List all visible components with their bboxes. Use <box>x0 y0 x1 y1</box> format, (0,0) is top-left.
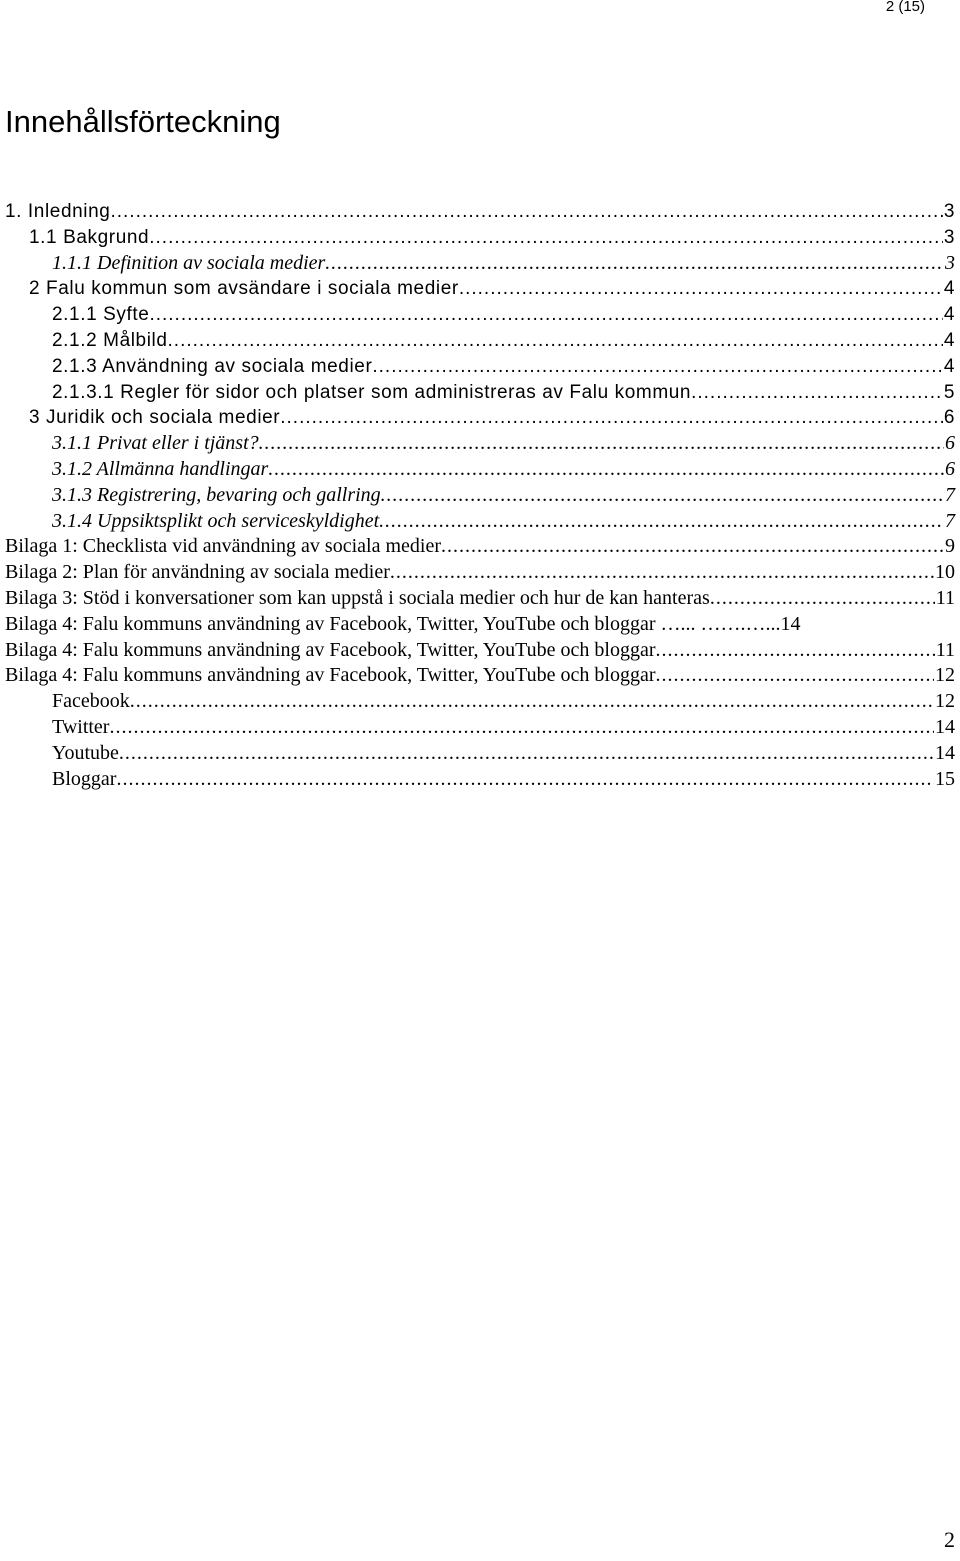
toc-entry[interactable] <box>5 405 955 431</box>
toc-leader <box>116 767 934 793</box>
toc-entry[interactable] <box>5 689 955 715</box>
toc-entry[interactable] <box>5 767 955 793</box>
toc-entry-page: 11 <box>935 638 955 661</box>
toc-entry-title: 2.1.1 Syfte <box>52 302 149 328</box>
toc-leader <box>381 483 944 509</box>
toc-entry-title: Bloggar <box>52 767 116 793</box>
toc-entry-title: 1.1 Bakgrund <box>29 225 149 251</box>
toc-entry[interactable] <box>5 663 955 689</box>
toc-heading: Innehållsförteckning <box>5 104 281 139</box>
toc-leader <box>280 405 943 431</box>
toc-entry-page: 6 <box>945 432 955 455</box>
toc-entry[interactable] <box>5 612 955 638</box>
toc-entry-page: 7 <box>945 509 955 532</box>
toc-entry[interactable] <box>5 509 955 535</box>
toc-entry[interactable] <box>5 251 955 277</box>
toc-entry-page: 12 <box>935 690 955 713</box>
toc-entry-page: 4 <box>943 304 955 326</box>
toc-entry-title: 3.1.1 Privat eller i tjänst? <box>52 431 259 457</box>
toc-entry-title: 1.1.1 Definition av sociala medier <box>52 251 325 277</box>
toc-entry-page: 14 <box>935 741 955 764</box>
toc-entry-title: 3.1.3 Registrering, bevaring och gallring <box>52 483 381 509</box>
toc-entry-title: 3.1.2 Allmänna handlingar <box>52 457 268 483</box>
toc-entry[interactable] <box>5 638 955 664</box>
toc-entry[interactable] <box>5 276 955 302</box>
toc-entry-title: 2.1.3 Användning av sociala medier <box>52 354 372 380</box>
toc-leader <box>459 276 943 302</box>
toc-entry-title: Bilaga 3: Stöd i konversationer som kan uppstå i sociala medier och hur de kan hanteras <box>5 586 710 612</box>
toc-entry-page: 3 <box>943 226 955 248</box>
toc-entry[interactable] <box>5 380 955 406</box>
toc-entry-page: 3 <box>943 201 955 222</box>
toc-entry-title: Bilaga 2: Plan för användning av sociala medier <box>5 560 390 586</box>
toc-leader <box>656 638 935 664</box>
toc-entry-title: 2.1.2 Målbild <box>52 328 168 354</box>
table-of-contents <box>5 199 955 792</box>
toc-entry-title: 3.1.4 Uppsiktsplikt och serviceskyldighet <box>52 509 379 535</box>
toc-entry-page: 4 <box>943 278 955 300</box>
toc-leader <box>390 560 934 586</box>
page-indicator: 2 (15) <box>885 0 925 15</box>
toc-entry-title: 2.1.3.1 Regler för sidor och platser som administreras av Falu kommun <box>52 380 691 406</box>
toc-leader <box>372 354 942 380</box>
toc-leader <box>149 302 942 328</box>
toc-entry-page: 10 <box>935 561 955 584</box>
toc-entry-title: Twitter <box>52 715 109 741</box>
toc-entry[interactable] <box>5 586 955 612</box>
footer-page-number: 2 <box>944 1527 955 1552</box>
toc-leader <box>441 534 944 560</box>
toc-entry-title: 2 Falu kommun som avsändare i sociala medier <box>29 276 459 302</box>
toc-entry[interactable] <box>5 302 955 328</box>
toc-entry-page: 9 <box>945 535 955 558</box>
toc-entry-raw: Bilaga 4: Falu kommuns användning av Facebook, Twitter, YouTube och bloggar …... …….…...14 <box>5 612 801 638</box>
toc-leader <box>259 431 944 457</box>
toc-entry-page: 15 <box>935 767 955 790</box>
toc-entry[interactable] <box>5 560 955 586</box>
toc-leader <box>268 457 944 483</box>
toc-entry-page: 5 <box>943 381 955 403</box>
toc-entry-title: Facebook <box>52 689 130 715</box>
toc-entry-title: Bilaga 4: Falu kommuns användning av Facebook, Twitter, YouTube och bloggar <box>5 663 656 689</box>
toc-leader <box>710 586 935 612</box>
toc-entry-page: 4 <box>943 355 955 377</box>
toc-entry[interactable] <box>5 431 955 457</box>
toc-entry[interactable] <box>5 225 955 251</box>
toc-entry[interactable] <box>5 715 955 741</box>
toc-entry-page: 3 <box>945 251 955 274</box>
toc-leader <box>656 663 934 689</box>
toc-entry-page: 6 <box>945 457 955 480</box>
toc-entry[interactable] <box>5 328 955 354</box>
toc-leader <box>379 509 944 535</box>
toc-entry-page: 6 <box>943 407 955 429</box>
toc-entry-page: 4 <box>943 329 955 351</box>
toc-entry-title: 1. Inledning <box>5 199 110 225</box>
toc-entry-page: 14 <box>935 715 955 738</box>
toc-leader <box>119 741 934 767</box>
toc-entry-page: 11 <box>935 586 955 609</box>
toc-leader <box>691 380 943 406</box>
toc-entry[interactable] <box>5 199 955 225</box>
toc-entry[interactable] <box>5 741 955 767</box>
toc-leader <box>149 225 943 251</box>
toc-leader <box>168 328 943 354</box>
toc-entry[interactable] <box>5 354 955 380</box>
toc-entry-page: 12 <box>935 664 955 687</box>
toc-leader <box>110 199 942 225</box>
toc-leader <box>109 715 934 741</box>
toc-entry-title: Bilaga 1: Checklista vid användning av sociala medier <box>5 534 441 560</box>
toc-leader <box>130 689 934 715</box>
toc-entry[interactable] <box>5 457 955 483</box>
toc-entry[interactable] <box>5 483 955 509</box>
toc-entry-title: Youtube <box>52 741 119 767</box>
toc-entry-title: Bilaga 4: Falu kommuns användning av Facebook, Twitter, YouTube och bloggar <box>5 638 656 664</box>
toc-entry[interactable] <box>5 534 955 560</box>
toc-entry-page: 7 <box>945 483 955 506</box>
toc-entry-title: 3 Juridik och sociala medier <box>29 405 280 431</box>
toc-leader <box>325 251 944 277</box>
